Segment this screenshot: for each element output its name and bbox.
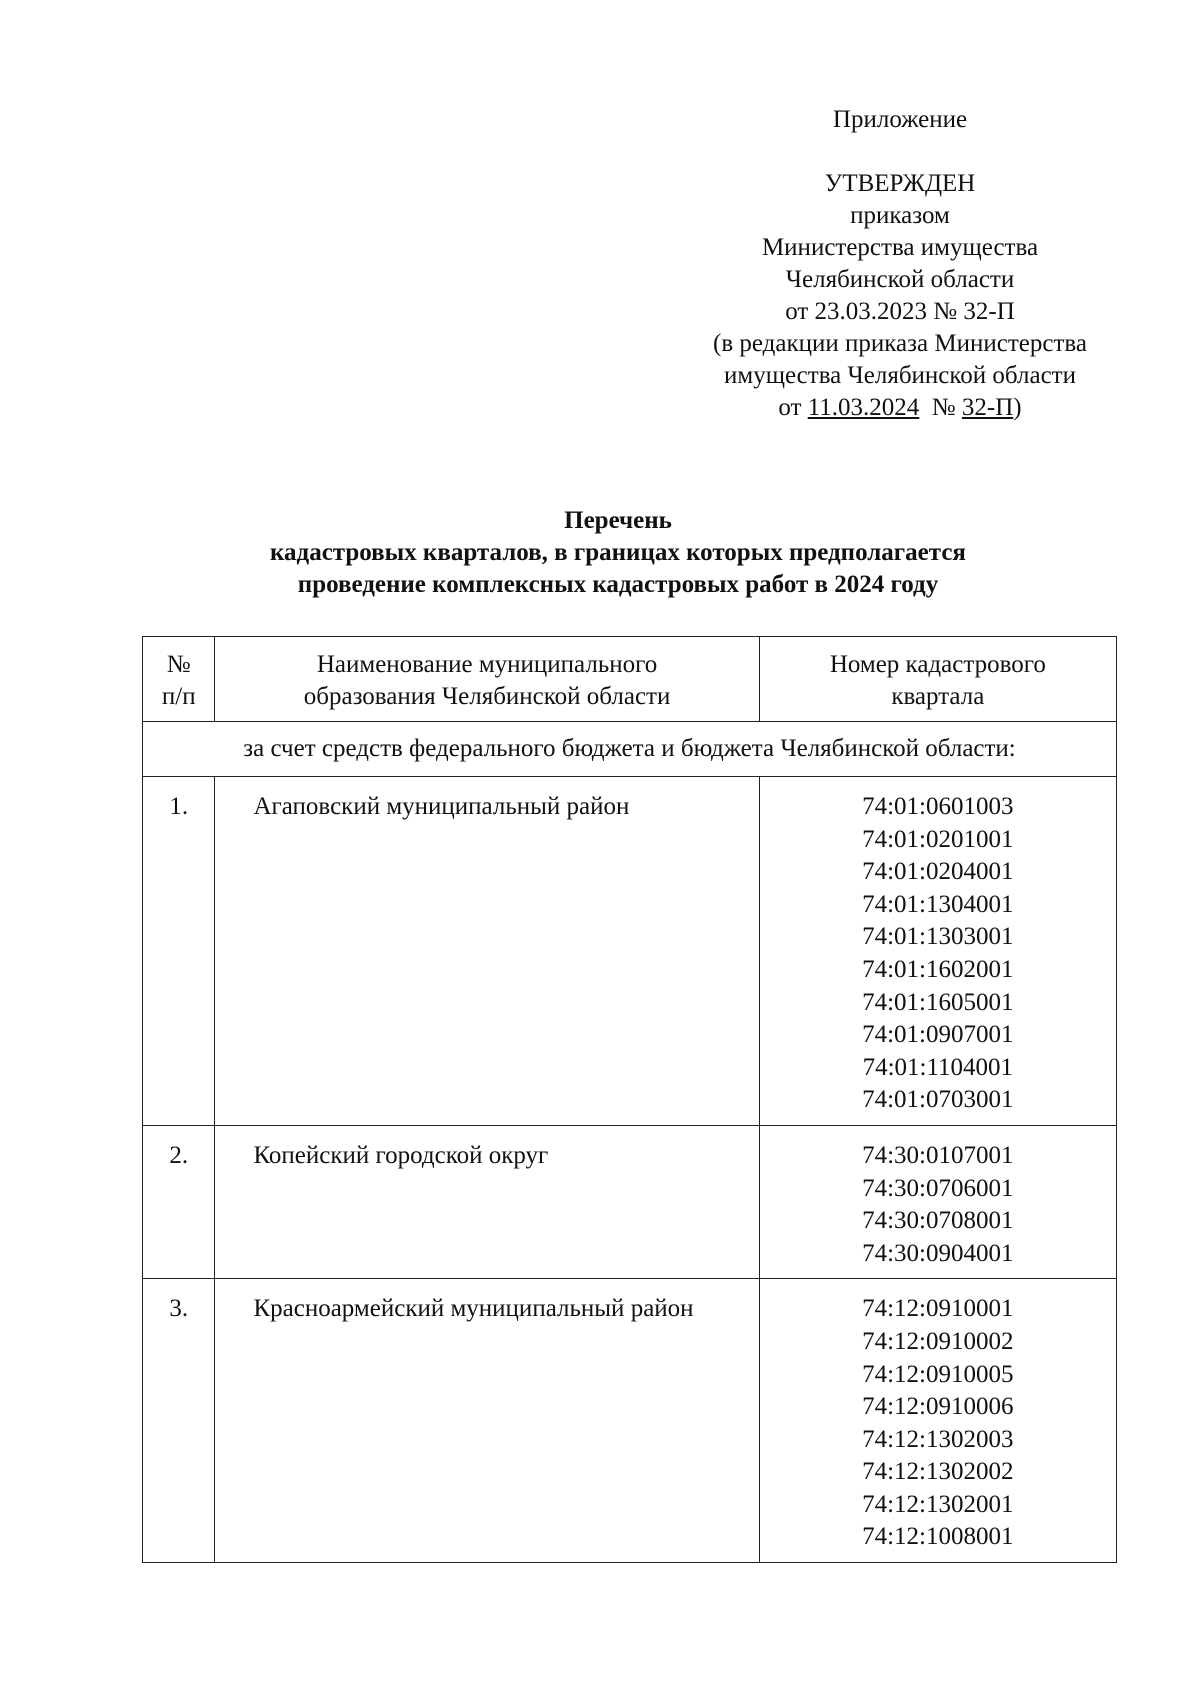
row-number: 3. bbox=[143, 1279, 215, 1563]
cadastral-code: 74:12:1302001 bbox=[862, 1490, 1014, 1518]
cadastral-code: 74:30:0706001 bbox=[862, 1174, 1014, 1202]
title-line-1: Перечень bbox=[564, 507, 672, 534]
cadastral-code: 74:30:0708001 bbox=[862, 1207, 1014, 1235]
table-row bbox=[143, 777, 1117, 1126]
cadastral-code: 74:01:0703001 bbox=[862, 1086, 1014, 1114]
cadastral-code: 74:01:1303001 bbox=[862, 923, 1014, 951]
cadastral-code: 74:01:0907001 bbox=[862, 1021, 1014, 1049]
cadastral-code: 74:12:1302002 bbox=[862, 1458, 1014, 1486]
header-cadastral-number bbox=[759, 637, 1116, 722]
by-order-label: приказом bbox=[850, 202, 950, 229]
cadastral-code: 74:30:0107001 bbox=[862, 1141, 1014, 1169]
row-number: 2. bbox=[143, 1125, 215, 1278]
municipality-name: Агаповский муниципальный район bbox=[215, 777, 759, 1126]
approval-block bbox=[685, 104, 1115, 424]
table-row bbox=[143, 1279, 1117, 1563]
approved-label: УТВЕРЖДЕН bbox=[824, 170, 976, 197]
header-number bbox=[143, 637, 215, 722]
header-municipality bbox=[215, 637, 759, 722]
revision-date: 11.03.2024 bbox=[807, 394, 920, 421]
table-row bbox=[143, 1125, 1117, 1278]
cadastral-code: 74:12:1302003 bbox=[862, 1425, 1014, 1453]
appendix-label: Приложение bbox=[832, 106, 968, 133]
order-date-line: от 23.03.2023 № 32-П bbox=[785, 298, 1015, 325]
revision-line-3 bbox=[685, 392, 1115, 424]
cadastral-code: 74:01:0601003 bbox=[862, 793, 1014, 820]
header-number-line-1: № bbox=[166, 651, 191, 678]
cadastral-code: 74:12:0910001 bbox=[862, 1295, 1014, 1323]
title-line-3: проведение комплексных кадастровых работ в 2024 году bbox=[297, 571, 939, 598]
cadastral-quarters-table bbox=[142, 636, 1117, 1563]
revision-number: 32-П bbox=[961, 394, 1014, 421]
cadastral-code: 74:12:0910006 bbox=[862, 1393, 1014, 1421]
cadastral-code: 74:12:0910005 bbox=[862, 1360, 1014, 1388]
title-line-2: кадастровых кварталов, в границах которых предполагается bbox=[270, 539, 966, 566]
funding-section-label: за счет средств федерального бюджета и бюджета Челябинской области: bbox=[143, 722, 1117, 777]
revision-number-sign: № bbox=[931, 394, 956, 421]
cadastral-codes bbox=[759, 777, 1116, 1126]
table-header-row bbox=[143, 637, 1117, 722]
header-municipality-line-2: образования Челябинской области bbox=[303, 683, 671, 710]
header-number-line-2: п/п bbox=[161, 683, 196, 710]
revision-line-1: (в редакции приказа Министерства bbox=[713, 330, 1087, 357]
cadastral-code: 74:12:0910002 bbox=[862, 1327, 1014, 1355]
cadastral-code: 74:30:0904001 bbox=[862, 1239, 1014, 1267]
region-label: Челябинской области bbox=[785, 266, 1015, 293]
row-number: 1. bbox=[143, 777, 215, 1126]
cadastral-code: 74:01:1304001 bbox=[862, 890, 1014, 918]
funding-section-row bbox=[143, 722, 1117, 777]
cadastral-code: 74:01:1104001 bbox=[862, 1053, 1014, 1081]
document-title bbox=[130, 505, 1106, 601]
cadastral-code: 74:01:0201001 bbox=[862, 825, 1014, 853]
cadastral-code: 74:01:1605001 bbox=[862, 988, 1014, 1016]
municipality-name: Красноармейский муниципальный район bbox=[215, 1279, 759, 1563]
cadastral-code: 74:12:1008001 bbox=[862, 1523, 1014, 1551]
cadastral-codes bbox=[759, 1279, 1116, 1563]
ministry-label: Министерства имущества bbox=[761, 234, 1039, 261]
cadastral-code: 74:01:0204001 bbox=[862, 858, 1014, 886]
cadastral-codes bbox=[759, 1125, 1116, 1278]
cadastral-code: 74:01:1602001 bbox=[862, 955, 1014, 983]
revision-prefix: от bbox=[778, 394, 802, 421]
header-municipality-line-1: Наименование муниципального bbox=[316, 651, 658, 678]
header-cadastral-line-2: квартала bbox=[891, 683, 985, 710]
municipality-name: Копейский городской округ bbox=[215, 1125, 759, 1278]
header-cadastral-line-1: Номер кадастрового bbox=[829, 651, 1046, 678]
revision-line-2: имущества Челябинской области bbox=[724, 362, 1076, 389]
revision-suffix: ) bbox=[1013, 394, 1022, 421]
